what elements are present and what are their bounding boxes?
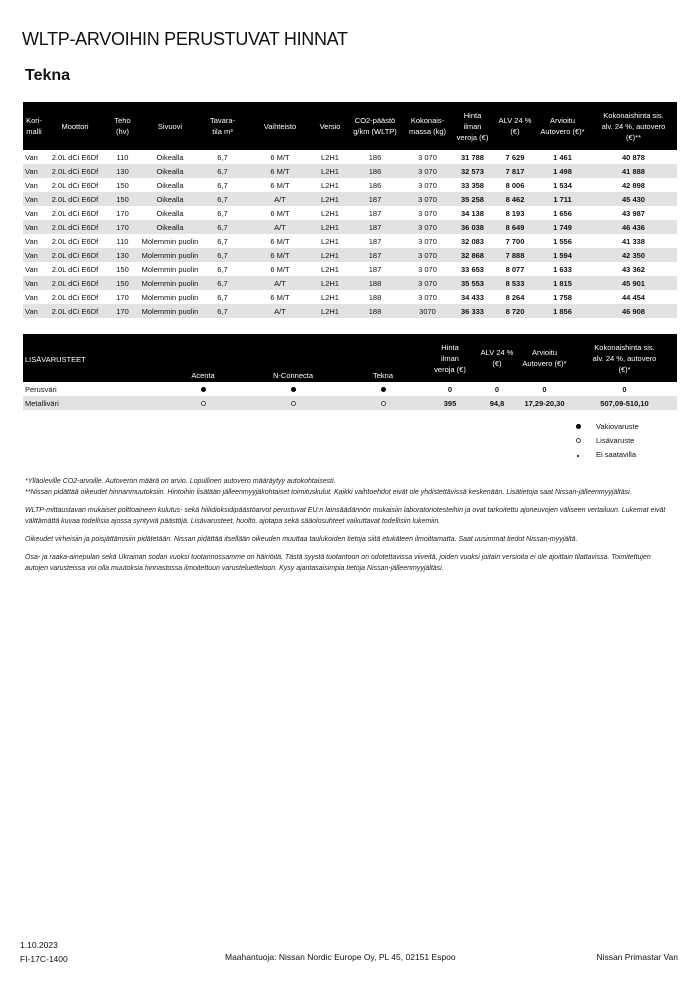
legend-item: [560, 433, 639, 447]
page-title: WLTP-ARVOIHIN PERUSTUVAT HINNAT: [22, 29, 348, 49]
table-cell: 45 901: [590, 276, 677, 290]
table-cell: Van: [23, 248, 45, 262]
table-cell: 46 908: [590, 304, 677, 318]
column-header: Kokonaishinta sis. alv. 24 %, autovero (€)*: [572, 334, 677, 382]
table-cell: 130: [105, 248, 140, 262]
table-cell: 170: [105, 304, 140, 318]
legend-icon: [560, 422, 596, 431]
table-cell: 2.0L dCi E6Df: [51, 292, 99, 302]
table-cell: L2H1: [315, 276, 345, 290]
table-cell: 44 454: [622, 292, 645, 302]
table-cell: 6,7: [217, 236, 228, 246]
table-row: [23, 206, 677, 220]
table-cell: 42 898: [622, 180, 645, 190]
filled-dot-icon: [201, 387, 206, 392]
table-cell: 8 462: [495, 192, 535, 206]
table-cell: 1 498: [535, 164, 590, 178]
table-row: [23, 276, 677, 290]
trim-title: Tekna: [25, 67, 71, 84]
table-cell: 1 856: [535, 304, 590, 318]
legend-item: [560, 419, 639, 433]
table-cell: Van: [25, 236, 38, 246]
table-cell: 35 258: [450, 192, 495, 206]
legend-label: Ei saatavilla: [596, 449, 637, 459]
table-cell: A/T: [245, 220, 315, 234]
table-cell: 6,7: [200, 220, 245, 234]
table-cell: 150: [105, 276, 140, 290]
table-cell: 1 556: [553, 236, 572, 246]
table-cell: 130: [105, 164, 140, 178]
table-cell: A/T: [245, 192, 315, 206]
table-cell: 3 070: [405, 276, 450, 290]
table-cell: 2.0L dCi E6Df: [45, 276, 105, 290]
price-cell: 507,09-510,10: [572, 396, 677, 410]
table-cell: 1 594: [535, 248, 590, 262]
table-row: [23, 290, 677, 304]
table-cell: 43 362: [622, 264, 645, 274]
note: *Ylläoleville CO2-arvoille. Autoveron määrä on arvio. Lopullinen autovero määräytyy autokohtaisesti.: [25, 478, 336, 485]
legend-label: Vakiovaruste: [596, 421, 639, 431]
table-row: [23, 262, 677, 276]
column-header: ALV 24 % (€): [477, 334, 517, 382]
column-header: Arvioitu Autovero (€)*: [517, 334, 572, 382]
table-cell: 7 817: [495, 164, 535, 178]
table-cell: 6 M/T: [270, 292, 290, 302]
table-cell: Oikealla: [156, 180, 184, 190]
column-header: Arvioitu Autovero (€)*: [535, 102, 590, 150]
table-cell: 31 788: [461, 152, 484, 162]
table-cell: L2H1: [321, 236, 339, 246]
open-circle-icon: [576, 438, 581, 443]
table-cell: 1 749: [535, 220, 590, 234]
column-header: ALV 24 % (€): [495, 102, 535, 150]
model-name: Nissan Primastar Van: [596, 952, 678, 962]
table-cell: 6 M/T: [270, 236, 290, 246]
open-circle-icon: [381, 401, 386, 406]
table-cell: 34 138: [461, 208, 484, 218]
table-cell: 34 433: [461, 292, 484, 302]
table-cell: 7 700: [505, 236, 525, 246]
column-header: LISÄVARUSTEET: [23, 334, 163, 382]
column-header: Sivuovi: [140, 102, 200, 150]
footnotes: [25, 476, 675, 581]
table-cell: 6,7: [217, 292, 228, 302]
table-cell: 32 868: [450, 248, 495, 262]
table-cell: Van: [25, 180, 38, 190]
availability-cell: [343, 396, 423, 410]
table-cell: L2H1: [315, 164, 345, 178]
table-cell: 150: [116, 264, 129, 274]
table-cell: Oikealla: [140, 192, 200, 206]
table-cell: 170: [105, 220, 140, 234]
table-cell: 6 M/T: [270, 152, 290, 162]
filled-dot-icon: [381, 387, 386, 392]
filled-dot-icon: [291, 387, 296, 392]
table-cell: Molemmin puolin: [141, 236, 199, 246]
table-row: [23, 304, 677, 318]
column-header: Tavara- tila m³: [200, 102, 245, 150]
table-cell: 6,7: [200, 192, 245, 206]
table-cell: 2.0L dCi E6Df: [51, 180, 99, 190]
table-cell: 170: [116, 208, 129, 218]
filled-dot-icon: [576, 424, 581, 429]
table-cell: Van: [25, 264, 38, 274]
table-cell: 188: [345, 276, 405, 290]
table-cell: 43 987: [622, 208, 645, 218]
legend-icon: [560, 436, 596, 445]
table-cell: 1 815: [535, 276, 590, 290]
table-cell: 7 888: [495, 248, 535, 262]
table-cell: 1 633: [553, 264, 572, 274]
date: 1.10.2023: [20, 940, 58, 950]
table-row: [23, 150, 677, 164]
table-cell: 6 M/T: [270, 264, 290, 274]
table-cell: L2H1: [315, 192, 345, 206]
table-cell: 3 070: [418, 152, 437, 162]
table-cell: 36 038: [450, 220, 495, 234]
table-cell: 46 436: [590, 220, 677, 234]
table-cell: 186: [368, 180, 382, 190]
table-cell: 6,7: [200, 164, 245, 178]
column-header: Vaihteisto: [245, 102, 315, 150]
table-cell: 2.0L dCi E6Df: [45, 220, 105, 234]
table-cell: A/T: [245, 304, 315, 318]
table-cell: L2H1: [321, 208, 339, 218]
table-cell: 8 006: [505, 180, 525, 190]
column-header: Teho (hv): [105, 102, 140, 150]
table-cell: 186: [345, 164, 405, 178]
footer-left: [20, 938, 68, 966]
table-cell: 33 358: [461, 180, 484, 190]
column-header: Kokonais- massa (kg): [405, 102, 450, 150]
table-row: [23, 220, 677, 234]
table-cell: Van: [23, 304, 45, 318]
open-circle-icon: [201, 401, 206, 406]
table-cell: Van: [23, 164, 45, 178]
table-cell: 188: [345, 304, 405, 318]
table-cell: 3 070: [418, 292, 437, 302]
table-cell: 3 070: [405, 192, 450, 206]
table-cell: 3 070: [418, 236, 437, 246]
table-cell: 187: [368, 236, 382, 246]
table-cell: 6 M/T: [270, 208, 290, 218]
table-cell: 187: [345, 220, 405, 234]
table-cell: Van: [23, 276, 45, 290]
table-row: [23, 396, 677, 410]
column-header: Hinta ilman veroja (€): [450, 102, 495, 150]
table-cell: 6,7: [200, 248, 245, 262]
table-cell: 186: [368, 152, 382, 162]
column-header: N-Connecta: [243, 334, 343, 382]
options-table: [23, 334, 677, 410]
table-cell: 2.0L dCi E6Df: [45, 248, 105, 262]
column-header: Versio: [315, 102, 345, 150]
table-cell: 110: [116, 152, 129, 162]
table-cell: Oikealla: [140, 220, 200, 234]
column-header: Kori- malli: [23, 102, 45, 150]
table-cell: 41 338: [622, 236, 645, 246]
price-cell: 94,8: [477, 396, 517, 410]
table-cell: Molemmin puolin: [140, 304, 200, 318]
option-name: Metalliväri: [23, 396, 163, 410]
table-cell: Molemmin puolin: [141, 264, 199, 274]
table-cell: Molemmin puolin: [140, 248, 200, 262]
table-cell: 8 077: [505, 264, 525, 274]
price-cell: 0: [622, 384, 627, 394]
table-cell: 6 M/T: [245, 164, 315, 178]
table-cell: 3 070: [418, 180, 437, 190]
column-header: CO2-päästö g/km (WLTP): [345, 102, 405, 150]
table-cell: 2.0L dCi E6Df: [51, 264, 99, 274]
small-dot-icon: [577, 455, 579, 457]
doc-code: FI-17C-1400: [20, 954, 68, 964]
table-row: [23, 178, 677, 192]
table-cell: Van: [23, 192, 45, 206]
availability-cell: [163, 396, 243, 410]
table-cell: Oikealla: [156, 152, 184, 162]
table-cell: A/T: [245, 276, 315, 290]
price-cell: 0: [447, 384, 453, 394]
table-cell: 3 070: [405, 220, 450, 234]
table-cell: Oikealla: [140, 164, 200, 178]
table-cell: 2.0L dCi E6Df: [51, 236, 99, 246]
option-name: Perusväri: [25, 384, 57, 394]
table-cell: 170: [116, 292, 129, 302]
importer: Maahantuoja: Nissan Nordic Europe Oy, PL 45, 02151 Espoo: [225, 952, 456, 962]
table-cell: 187: [368, 264, 382, 274]
note: WLTP-mittaustavan mukaiset polttoaineen kulutus- sekä hiilidioksidipäästöarvot perustuvat EU:n lainsäädännön mukaisiin laboratoriotesteihin ja ovat tarkoitettu ajoneuvojen väliseen vertailuun. Lukemat eivät välttämättä kuvaa todellisia ajossa syntyviä päästöjä. Lisävarusteet, huolto, ajotapa sekä sääolosuhteet vaikuttavat todellisiin lukemiin.: [25, 507, 666, 525]
table-cell: 3070: [405, 304, 450, 318]
column-header: Tekna: [343, 334, 423, 382]
table-cell: 3 070: [418, 208, 437, 218]
table-cell: 6,7: [217, 208, 228, 218]
column-header: Kokonaishinta sis. alv. 24 %, autovero (€)**: [590, 102, 677, 150]
table-cell: L2H1: [315, 248, 345, 262]
table-cell: 8 533: [495, 276, 535, 290]
legend-icon: [560, 450, 596, 459]
table-cell: 187: [368, 208, 382, 218]
table-cell: L2H1: [315, 220, 345, 234]
table-cell: 3 070: [405, 248, 450, 262]
table-cell: L2H1: [321, 152, 339, 162]
table-cell: Van: [23, 220, 45, 234]
legend-label: Lisävaruste: [596, 435, 635, 445]
price-cell: 17,29-20,30: [517, 396, 572, 410]
open-circle-icon: [291, 401, 296, 406]
price-cell: 0: [494, 384, 500, 394]
table-cell: 1 758: [553, 292, 572, 302]
table-row: [23, 192, 677, 206]
table-row: [23, 248, 677, 262]
availability-cell: [243, 382, 343, 396]
table-cell: Molemmin puolin: [141, 292, 199, 302]
table-cell: 33 653: [461, 264, 484, 274]
note: Osa- ja raaka-ainepulan sekä Ukrainan sodan vuoksi tuotannossamme on häiriöitä. Tästä syystä tuotantoon on odotettavissa viiveitä, joiden vuoksi joitain versioita ei ole ajoittain tilattavissa. Toimitettujen autojen varusteissa voi olla muutoksia hinnastossa ilmoitettuun varusteluetteloon. Kysy ajantasaisimpia tietoja Nissan-jälleenmyyjältäsi.: [25, 554, 651, 572]
table-cell: 6,7: [200, 304, 245, 318]
column-header: Acenta: [163, 334, 243, 382]
table-cell: 188: [368, 292, 382, 302]
note: **Nissan pidättää oikeudet hinnanmuutoksiin. Hintoihin lisätään jälleenmyyjäkohtaiset toimituskulut. Kaikki vaihtoehdot eivät ole yhdistettävissä keskenään. Lisätietoja saat Nissan-jälleenmyyjältäsi.: [25, 489, 632, 496]
table-cell: 150: [105, 192, 140, 206]
table-cell: 2.0L dCi E6Df: [45, 192, 105, 206]
table-cell: 8 649: [495, 220, 535, 234]
table-cell: 3 070: [405, 164, 450, 178]
table-cell: L2H1: [321, 264, 339, 274]
table-row: [23, 234, 677, 248]
table-cell: 1 656: [553, 208, 572, 218]
table-row: [23, 382, 677, 396]
table-cell: 32 573: [450, 164, 495, 178]
table-cell: 110: [116, 236, 129, 246]
legend: [560, 419, 639, 461]
table-cell: 6,7: [217, 180, 228, 190]
table-cell: 1 711: [535, 192, 590, 206]
table-cell: 2.0L dCi E6Df: [45, 164, 105, 178]
price-cell: 0: [542, 384, 547, 394]
table-cell: 7 629: [505, 152, 525, 162]
table-cell: 3 070: [418, 264, 437, 274]
price-table: [23, 102, 677, 318]
note: Oikeudet virheisiin ja poisjättämisiin pidätetään. Nissan pidättää itsellään oikeuden muuttaa taulukoiden tietoja siitä etukäteen ilmoittamatta. Saat uusimmat tiedot Nissan-myyjältä.: [25, 536, 578, 543]
availability-cell: [243, 396, 343, 410]
table-cell: 42 350: [590, 248, 677, 262]
table-cell: 8 264: [505, 292, 525, 302]
table-cell: 36 333: [450, 304, 495, 318]
column-header: Moottori: [45, 102, 105, 150]
price-cell: 395: [423, 396, 477, 410]
table-cell: 2.0L dCi E6Df: [51, 152, 99, 162]
table-cell: 187: [345, 248, 405, 262]
table-cell: 187: [345, 192, 405, 206]
table-cell: L2H1: [315, 304, 345, 318]
table-cell: 1 534: [553, 180, 572, 190]
table-cell: Molemmin puolin: [140, 276, 200, 290]
table-cell: 150: [116, 180, 129, 190]
table-cell: 2.0L dCi E6Df: [45, 304, 105, 318]
column-header: Hinta ilman veroja (€): [423, 334, 477, 382]
table-cell: 6,7: [217, 264, 228, 274]
table-cell: 41 888: [590, 164, 677, 178]
table-cell: 40 878: [622, 152, 645, 162]
table-cell: L2H1: [321, 292, 339, 302]
table-cell: 6 M/T: [270, 180, 290, 190]
table-cell: 6,7: [217, 152, 228, 162]
table-cell: Van: [25, 152, 38, 162]
table-cell: Oikealla: [156, 208, 184, 218]
table-cell: 8 720: [495, 304, 535, 318]
table-cell: Van: [25, 292, 38, 302]
table-cell: 45 430: [590, 192, 677, 206]
table-cell: 1 461: [553, 152, 572, 162]
availability-cell: [163, 382, 243, 396]
legend-item: [560, 447, 639, 461]
table-cell: 6,7: [200, 276, 245, 290]
table-cell: Van: [25, 208, 38, 218]
availability-cell: [343, 382, 423, 396]
table-cell: 2.0L dCi E6Df: [51, 208, 99, 218]
table-cell: L2H1: [321, 180, 339, 190]
table-row: [23, 164, 677, 178]
table-cell: 8 193: [505, 208, 525, 218]
table-cell: 32 083: [461, 236, 484, 246]
table-cell: 35 553: [450, 276, 495, 290]
table-cell: 6 M/T: [245, 248, 315, 262]
